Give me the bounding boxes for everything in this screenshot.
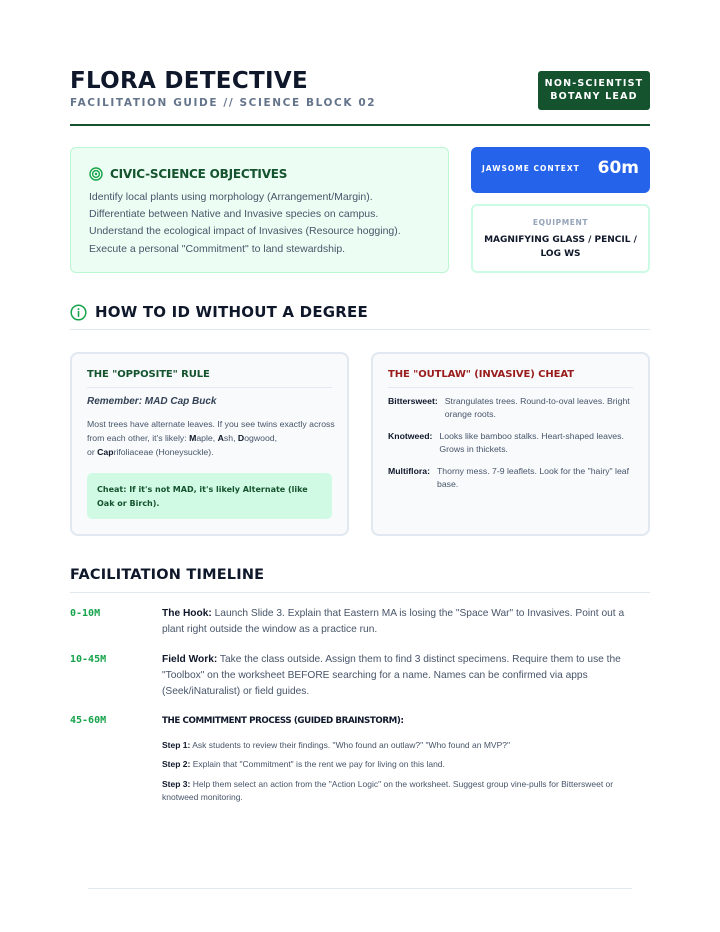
objectives-title: CIVIC-SCIENCE OBJECTIVES bbox=[110, 167, 288, 181]
timeline-divider bbox=[70, 592, 650, 593]
outlaw-item bbox=[388, 430, 638, 456]
id-section-header bbox=[70, 303, 368, 321]
outlaw-item bbox=[388, 395, 638, 421]
body-text: Most trees have alternate leaves. If you see twins exactly across from each other, it's likely: bbox=[87, 419, 335, 443]
objectives-list bbox=[89, 189, 401, 258]
objective-item: Understand the ecological impact of Invasives (Resource hogging). bbox=[89, 225, 401, 238]
timeline-entry bbox=[162, 606, 637, 638]
timeline-entry bbox=[162, 652, 637, 700]
timeline-time: 45-60M bbox=[70, 715, 107, 726]
context-label: JAWSOME CONTEXT bbox=[482, 164, 580, 173]
info-icon bbox=[70, 304, 87, 321]
equipment-value: MAGNIFYING GLASS / PENCIL / LOG WS bbox=[484, 235, 637, 259]
section-divider bbox=[70, 329, 650, 330]
body-text: sh, bbox=[223, 433, 238, 443]
step-text: Explain that "Commitment" is the rent we pay for living on this land. bbox=[190, 759, 445, 769]
commitment-step bbox=[162, 778, 632, 803]
outlaw-title: THE "OUTLAW" (INVASIVE) CHEAT bbox=[388, 369, 574, 380]
outlaw-card bbox=[371, 352, 650, 536]
mnemonic-letter: M bbox=[189, 433, 197, 443]
page-header bbox=[70, 66, 650, 126]
outlaw-list bbox=[388, 395, 638, 500]
commitment-step bbox=[162, 758, 632, 771]
step-label: Step 3: bbox=[162, 779, 191, 789]
context-box bbox=[471, 147, 650, 193]
timeline-time: 10-45M bbox=[70, 654, 107, 665]
outlaw-name: Bittersweet: bbox=[388, 396, 438, 406]
page-subtitle: FACILITATION GUIDE // SCIENCE BLOCK 02 bbox=[70, 97, 377, 109]
objectives-card bbox=[70, 147, 449, 273]
mnemonic-letter: D bbox=[237, 433, 245, 443]
outlaw-name: Multiflora: bbox=[388, 466, 430, 476]
role-badge bbox=[538, 71, 650, 110]
mnemonic-letter: Cap bbox=[97, 447, 114, 457]
timeline-title: FACILITATION TIMELINE bbox=[70, 567, 265, 583]
outlaw-description: Looks like bamboo stalks. Heart-shaped leaves. Grows in thickets. bbox=[439, 431, 624, 454]
opposite-rule-body bbox=[87, 417, 335, 459]
card-divider bbox=[87, 387, 332, 388]
outlaw-item bbox=[388, 465, 638, 491]
objective-item: Identify local plants using morphology (Arrangement/Margin). bbox=[89, 191, 373, 203]
step-text: Help them select an action from the "Action Logic" on the worksheet. Suggest group vine-pulls for Bittersweet or knotweed monitoring. bbox=[162, 779, 614, 802]
objective-item: Execute a personal "Commitment" to land stewardship. bbox=[89, 242, 346, 255]
timeline-entry-text: Launch Slide 3. Explain that Eastern MA is losing the "Space War" to Invasives. Point out a plant right outside the window as a practice run. bbox=[162, 608, 625, 635]
body-text: aple, bbox=[196, 433, 218, 443]
body-text: rifoliaceae (Honeysuckle). bbox=[113, 447, 214, 457]
step-label: Step 1: bbox=[162, 740, 191, 750]
timeline-entry-text: Take the class outside. Assign them to find 3 distinct specimens. Require them to use the "Toolbox" on the worksheet BEFORE searching for a name. Names can be confirmed via apps (Seek/iNaturalist) or field guides. bbox=[162, 654, 621, 697]
role-badge-line-1: NON-SCIENTIST bbox=[544, 78, 644, 89]
header-divider bbox=[70, 124, 650, 126]
footer-divider bbox=[88, 888, 632, 889]
target-icon bbox=[89, 167, 103, 181]
outlaw-name: Knotweed: bbox=[388, 431, 433, 441]
objectives-header bbox=[89, 167, 287, 181]
step-text: Ask students to review their findings. "Who found an outlaw?" "Who found an MVP?" bbox=[190, 740, 511, 750]
body-text: ogwood, bbox=[244, 433, 278, 443]
timeline-time: 0-10M bbox=[70, 608, 101, 619]
role-badge-line-2: BOTANY LEAD bbox=[550, 91, 638, 102]
body-text: or bbox=[87, 447, 98, 457]
card-divider bbox=[388, 387, 633, 388]
equipment-label: EQUIPMENT bbox=[532, 218, 589, 227]
outlaw-description: Strangulates trees. Round-to-oval leaves. Bright orange roots. bbox=[444, 396, 630, 419]
opposite-rule-title: THE "OPPOSITE" RULE bbox=[87, 369, 210, 380]
objective-item: Differentiate between Native and Invasive species on campus. bbox=[89, 208, 379, 221]
commitment-step bbox=[162, 739, 632, 752]
page-title: FLORA DETECTIVE bbox=[70, 68, 308, 94]
outlaw-description: Thorny mess. 7-9 leaflets. Look for the "hairy" leaf base. bbox=[436, 466, 630, 489]
mnemonic-letter: A bbox=[217, 433, 224, 443]
context-duration: 60m bbox=[597, 158, 639, 178]
timeline-entry-label: The Hook: bbox=[162, 608, 212, 619]
mnemonic-text: Remember: MAD Cap Buck bbox=[87, 396, 217, 407]
opposite-rule-card bbox=[70, 352, 349, 536]
cheat-callout: Cheat: If it's not MAD, it's likely Alternate (like Oak or Birch). bbox=[87, 473, 332, 519]
equipment-box bbox=[471, 204, 650, 273]
commitment-title: THE COMMITMENT PROCESS (GUIDED BRAINSTORM): bbox=[162, 716, 404, 726]
timeline-entry-label: Field Work: bbox=[162, 654, 218, 665]
step-label: Step 2: bbox=[162, 759, 191, 769]
id-section-title: HOW TO ID WITHOUT A DEGREE bbox=[95, 303, 368, 321]
